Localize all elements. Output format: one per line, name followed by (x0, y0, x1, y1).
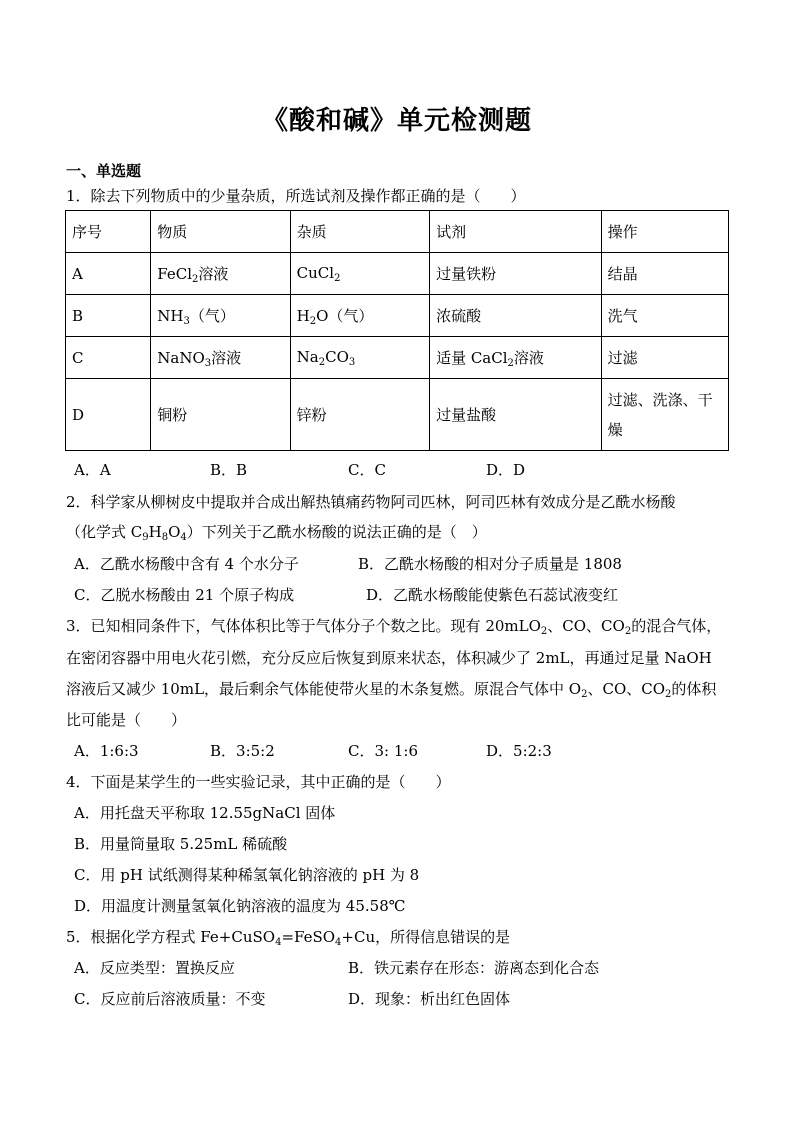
table-cell: CuCl$_2$ (290, 253, 429, 295)
q3-stem-line1: 3．已知相同条件下，气体体积比等于气体分子个数之比。现有 20mLO$_2$、CO、$CO_2$的混合气体， (66, 617, 722, 637)
table-cell: D (66, 379, 151, 451)
table-header: 操作 (601, 211, 728, 253)
option-c[interactable]: C．反应前后溶液质量：不变 (74, 990, 266, 1008)
table-cell: NaNO$_3$溶液 (151, 337, 290, 379)
table-cell: 过滤、洗涤、干 燥 (601, 379, 728, 451)
table-header: 物质 (151, 211, 290, 253)
option-d[interactable]: D．D (486, 461, 526, 479)
option-b[interactable]: B．3:5:2 (210, 742, 275, 760)
q1-stem: 1．除去下列物质中的少量杂质，所选试剂及操作都正确的是（ ） (66, 187, 526, 205)
table-cell: A (66, 253, 151, 295)
option-a[interactable]: A．1:6:3 (74, 742, 139, 760)
table-cell: C (66, 337, 151, 379)
table-header: 序号 (66, 211, 151, 253)
table-cell: B (66, 295, 151, 337)
option-d[interactable]: D．用温度计测量氢氧化钠溶液的温度为 45.58℃ (74, 897, 406, 915)
table-cell: 浓硫酸 (430, 295, 602, 337)
table-row (66, 253, 729, 295)
option-a[interactable]: A．用托盘天平称取 12.55gNaCl 固体 (74, 804, 336, 822)
q1-table (65, 210, 729, 451)
option-a[interactable]: A．A (74, 461, 111, 479)
q5-stem: 5．根据化学方程式 Fe+CuSO$_4$=FeSO$_4$+Cu，所得信息错误的是 (66, 928, 511, 948)
table-cell: 适量 CaCl$_2$溶液 (430, 337, 602, 379)
q4-stem: 4．下面是某学生的一些实验记录，其中正确的是（ ） (66, 773, 451, 791)
table-cell: $Na_2CO_3$ (290, 337, 429, 379)
q3-stem-line4: 比可能是（ ） (66, 711, 187, 729)
option-c[interactable]: C．3: 1:6 (348, 742, 418, 760)
option-a[interactable]: A．乙酰水杨酸中含有 4 个水分子 (74, 555, 299, 573)
table-cell: $H_2O$（气） (290, 295, 429, 337)
q2-stem-line1: 2．科学家从柳树皮中提取并合成出解热镇痛药物阿司匹林，阿司匹林有效成分是乙酰水杨酸 (66, 493, 676, 511)
table-row (66, 295, 729, 337)
table-header: 杂质 (290, 211, 429, 253)
table-header-row (66, 211, 729, 253)
table-cell: 铜粉 (151, 379, 290, 451)
page-title: 《酸和碱》单元检测题 (261, 106, 532, 136)
section-heading: 一、单选题 (66, 162, 142, 180)
option-b[interactable]: B．乙酰水杨酸的相对分子质量是 1808 (358, 555, 622, 573)
option-c[interactable]: C．用 pH 试纸测得某种稀氢氧化钠溶液的 pH 为 8 (74, 866, 420, 884)
q3-stem-line3: 溶液后又减少 10mL，最后剩余气体能使带火星的木条复燃。原混合气体中 $O_2$、CO、$CO_2$的体积 (66, 680, 717, 700)
table-row (66, 337, 729, 379)
option-c[interactable]: C．乙脱水杨酸由 21 个原子构成 (74, 586, 295, 604)
option-b[interactable]: B．铁元素存在形态：游离态到化合态 (348, 959, 600, 977)
table-cell: 洗气 (601, 295, 728, 337)
q3-stem-line2: 在密闭容器中用电火花引燃，充分反应后恢复到原来状态，体积减少了 2mL，再通过足量 NaOH (66, 649, 712, 667)
table-cell: 过量铁粉 (430, 253, 602, 295)
table-cell: FeCl$_2$溶液 (151, 253, 290, 295)
option-d[interactable]: D．乙酰水杨酸能使紫色石蕊试液变红 (366, 586, 619, 604)
table-cell: 过量盐酸 (430, 379, 602, 451)
table-cell: 过滤 (601, 337, 728, 379)
table-header: 试剂 (430, 211, 602, 253)
table-cell: $NH_3$（气） (151, 295, 290, 337)
option-d[interactable]: D．现象：析出红色固体 (348, 990, 511, 1008)
option-b[interactable]: B．用量筒量取 5.25mL 稀硫酸 (74, 835, 288, 853)
option-a[interactable]: A．反应类型：置换反应 (74, 959, 235, 977)
option-d[interactable]: D．5:2:3 (486, 742, 552, 760)
option-c[interactable]: C．C (348, 461, 386, 479)
option-b[interactable]: B．B (210, 461, 248, 479)
q2-stem-line2: （化学式 $C_9H_8O_4$）下列关于乙酰水杨酸的说法正确的是（ ） (66, 523, 487, 543)
table-cell: 锌粉 (290, 379, 429, 451)
table-cell: 结晶 (601, 253, 728, 295)
table-row (66, 379, 729, 451)
